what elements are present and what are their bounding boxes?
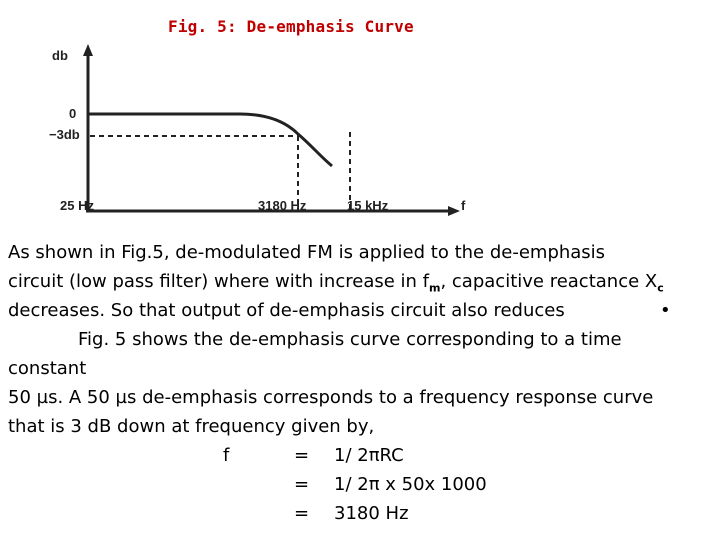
text-line-1: As shown in Fig.5, de-modulated FM is applied to the de-emphasis [8,242,606,263]
text-line-3 [8,296,716,325]
equation-rhs: 1/ 2πRC [334,445,404,466]
equation-row-3 [8,499,716,528]
x-tick-15khz: 15 kHz [347,198,389,213]
text-line-5: constant [8,358,87,379]
y-tick-0: 0 [69,106,77,121]
response-curve [88,114,332,166]
x-axis-arrow [448,206,460,216]
equation-equals: = [294,474,310,495]
y-tick-minus-3db: −3db [49,127,80,142]
x-tick-25hz: 25 Hz [60,198,94,213]
text-line-2-middle: , capacitive reactance X [440,271,658,292]
text-line-3-text: decreases. So that output of de-emphasis circuit also reduces [8,300,565,321]
figure-title: Fig. 5: De-emphasis Curve [168,17,414,36]
y-axis-arrow [83,44,93,56]
equation-rhs: 1/ 2π x 50x 1000 [334,474,487,495]
equation-row-2 [8,470,716,499]
bullet-icon: • [660,300,671,321]
equation-row-1 [8,441,716,470]
equation-equals: = [294,503,310,524]
subscript-m: m [429,281,441,295]
text-line-7: that is 3 dB down at frequency given by, [8,416,375,437]
text-line-2-start: circuit (low pass filter) where with increase in f [8,271,429,292]
x-tick-3180hz: 3180 Hz [258,198,307,213]
text-line-6: 50 µs. A 50 µs de-emphasis corresponds to a frequency response curve [8,387,654,408]
text-line-4: Fig. 5 shows the de-emphasis curve corresponding to a time [78,329,622,350]
y-axis-label: db [52,48,68,63]
text-line-2 [8,267,716,296]
de-emphasis-curve-figure [0,0,720,230]
explanation-text [8,238,716,528]
equation-lhs: f [223,445,230,466]
equation-equals: = [294,445,310,466]
subscript-c: c [657,281,664,295]
equation-result: 3180 Hz [334,503,409,524]
x-axis-label: f [461,198,466,213]
